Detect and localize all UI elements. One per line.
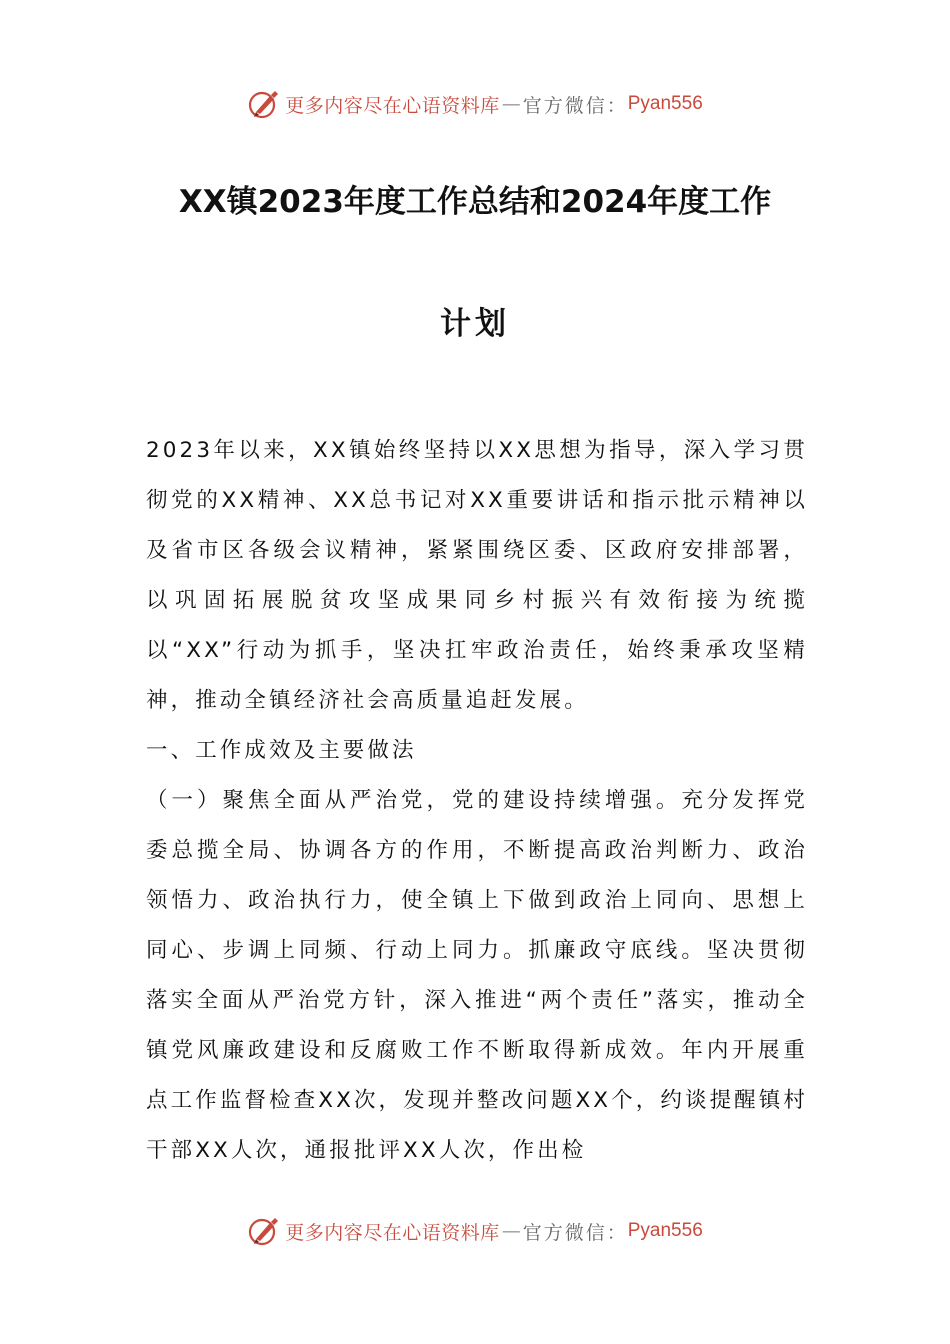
watermark-text: 更多内容尽在心语资料库 bbox=[285, 1221, 500, 1244]
watermark-text: 更多内容尽在心语资料库 bbox=[285, 94, 500, 117]
watermark-wechat-id: Pyan556 bbox=[627, 1220, 703, 1241]
watermark-separator: — bbox=[501, 1220, 521, 1242]
watermark-footer bbox=[0, 1211, 950, 1251]
watermark-wechat-id: Pyan556 bbox=[627, 93, 703, 114]
document-title-line-1: XX镇2023年度工作总结和2024年度工作 bbox=[178, 184, 772, 220]
watermark-header bbox=[0, 84, 950, 124]
paragraph-intro: 2023年以来，XX镇始终坚持以XX思想为指导，深入学习贯彻党的XX精神、XX总书记对XX重要讲话和指示批示精神以及省市区各级会议精神，紧紧围绕区委、区政府安排部署，以巩固拓展脱贫攻坚成果同乡村振兴有效衔接为统揽以“XX”行动为抓手，坚决扛牢政治责任，始终秉承攻坚精神，推动全镇经济社会高质量追赶发展。 bbox=[146, 438, 808, 713]
watermark-label: 官方微信： bbox=[522, 1221, 628, 1244]
document-body bbox=[146, 426, 808, 1176]
watermark-label: 官方微信： bbox=[522, 94, 628, 117]
document-title-line-2: 计划 bbox=[440, 306, 510, 342]
pen-logo-icon bbox=[247, 1214, 281, 1248]
paragraph-party-building: （一）聚焦全面从严治党，党的建设持续增强。充分发挥党委总揽全局、协调各方的作用，不断提高政治判断力、政治领悟力、政治执行力，使全镇上下做到政治上同向、思想上同心、步调上同频、行动上同力。抓廉政守底线。坚决贯彻落实全面从严治党方针，深入推进“两个责任”落实，推动全镇党风廉政建设和反腐败工作不断取得新成效。年内开展重点工作监督检查XX次，发现并整改问题XX个，约谈提醒镇村干部XX人次，通报批评XX人次，作出检 bbox=[146, 788, 808, 1163]
pen-logo-icon bbox=[247, 87, 281, 121]
watermark-separator: — bbox=[501, 93, 521, 115]
section-heading: 一、工作成效及主要做法 bbox=[146, 738, 417, 763]
